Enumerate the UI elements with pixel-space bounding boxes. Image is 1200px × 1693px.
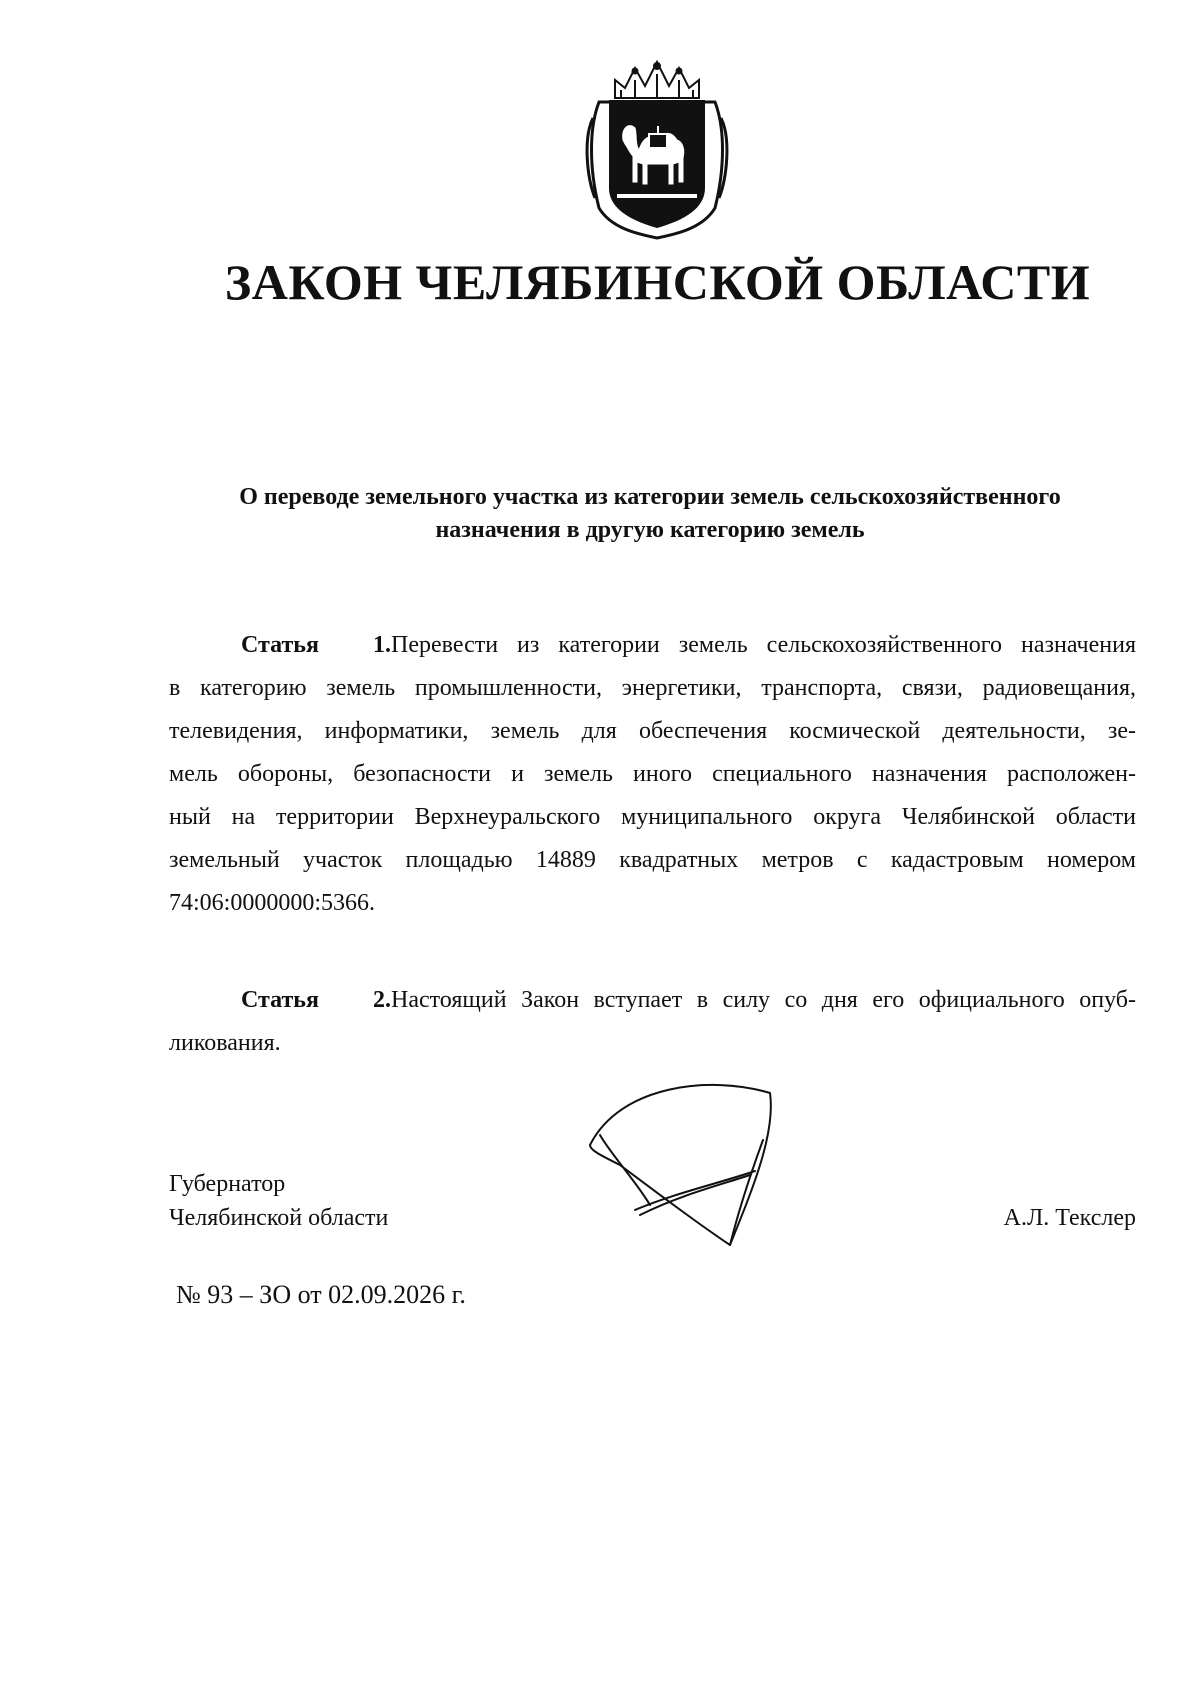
article-1-line: телевидения, информатики, земель для обеспечения космической деятельности, зе- [169, 718, 1136, 744]
signatory-position [169, 1167, 388, 1235]
signatory-name: А.Л. Текслер [1003, 1205, 1136, 1231]
coat-of-arms-icon [585, 58, 729, 240]
subject-line: О переводе земельного участка из категории земель сельскохозяйственного [239, 484, 1061, 510]
article-1-line: мель обороны, безопасности и земель иного специального назначения расположен- [169, 761, 1136, 787]
law-title: ЗАКОН ЧЕЛЯБИНСКОЙ ОБЛАСТИ [224, 254, 1091, 310]
signatory-position-line: Губернатор [169, 1171, 286, 1197]
article-2 [169, 979, 1136, 1065]
article-2-text: Настоящий Закон вступает в силу со дня его официального опуб- [391, 987, 1136, 1013]
article-1 [169, 624, 1136, 925]
subject-line: назначения в другую категорию земель [435, 517, 865, 543]
article-1-line [169, 624, 1136, 667]
handwritten-signature [580, 1075, 790, 1250]
article-1-line: 74:06:0000000:5366. [169, 890, 376, 916]
article-2-label: Статья 2. [241, 987, 391, 1013]
law-subject [160, 481, 1140, 547]
article-2-line: ликования. [169, 1030, 281, 1056]
article-1-label: Статья 1. [241, 632, 391, 658]
article-1-line: земельный участок площадью 14889 квадратных метров с кадастровым номером [169, 847, 1136, 873]
article-1-line: в категорию земель промышленности, энергетики, транспорта, связи, радиовещания, [169, 675, 1136, 701]
article-1-text: Перевести из категории земель сельскохозяйственного назначения [391, 632, 1136, 658]
law-number: № 93 – ЗО от 02.09.2026 г. [176, 1280, 466, 1309]
article-1-line: ный на территории Верхнеуральского муниципального округа Челябинской области [169, 804, 1136, 830]
signatory-position-line: Челябинской области [169, 1205, 389, 1231]
article-2-line [169, 979, 1136, 1022]
